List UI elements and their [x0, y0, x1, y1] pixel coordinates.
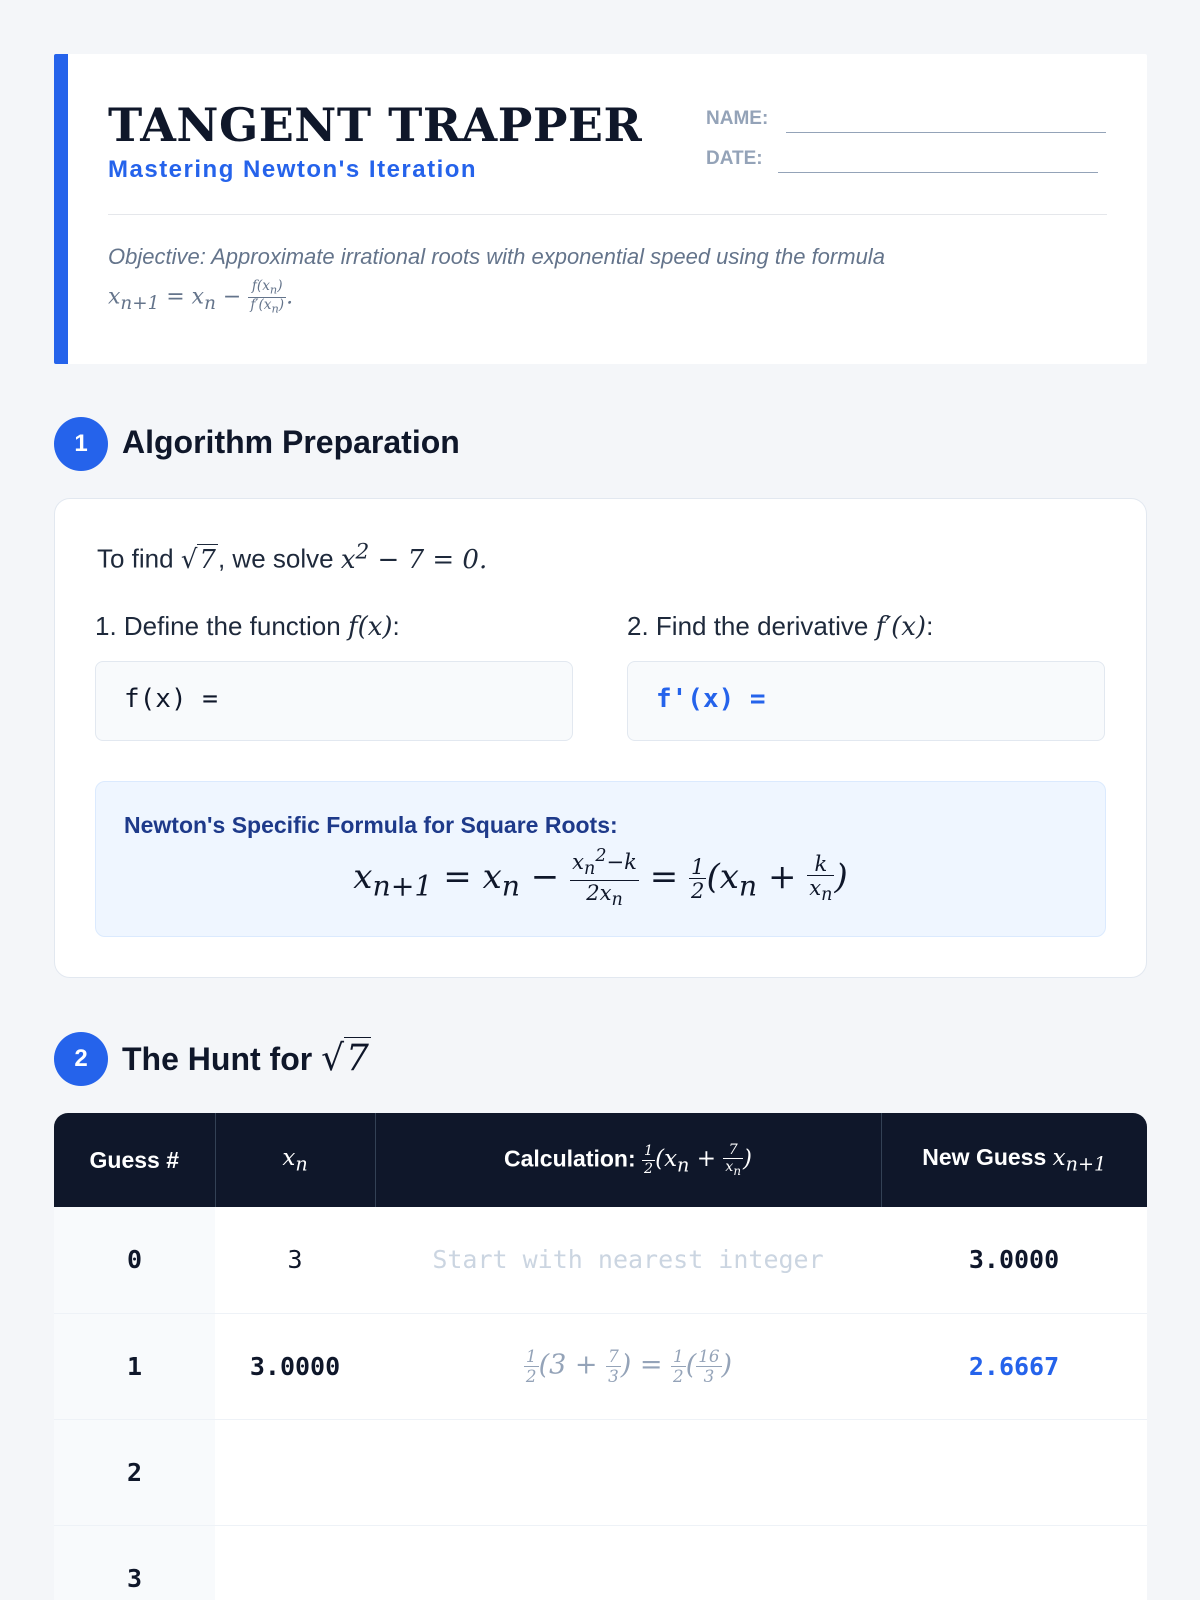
header-divider: [108, 214, 1107, 215]
xn-cell: 3.0000: [215, 1313, 375, 1419]
name-label: NAME:: [706, 108, 769, 129]
date-field[interactable]: [778, 172, 1098, 173]
guess-number: 1: [54, 1313, 215, 1419]
date-label: DATE:: [706, 148, 763, 169]
new-guess-cell: 3.0000: [881, 1207, 1147, 1313]
xn-cell: 3: [215, 1207, 375, 1313]
table-row: [54, 1313, 1147, 1419]
table-row: [54, 1207, 1147, 1313]
objective-text: Objective: Approximate irrational roots with exponential speed using the formula: [108, 244, 885, 269]
step-2-label: 2. Find the derivative f′(x):: [627, 611, 934, 642]
newton-formula-box: [95, 781, 1106, 937]
header-card: [54, 54, 1147, 364]
derivative-prefix: f'(x) =: [656, 684, 766, 714]
step-1-label: 1. Define the function f(x):: [95, 611, 400, 642]
header-calculation: Calculation: $\frac{1}{2}$ ($x_n$ + $\frac{7}{x_n}$ ): [375, 1113, 881, 1207]
function-input[interactable]: [95, 661, 573, 741]
worksheet-subtitle: Mastering Newton's Iteration: [108, 156, 478, 183]
algorithm-preparation-card: [54, 498, 1147, 978]
sqrt-seven: √7: [180, 544, 216, 575]
header-new-guess: New Guess $x_{n+1}$: [881, 1113, 1147, 1207]
guess-number: 3: [54, 1525, 215, 1600]
new-guess-cell[interactable]: [881, 1419, 1147, 1525]
table-row: [54, 1525, 1147, 1600]
function-prefix: f(x) =: [124, 684, 218, 714]
newton-square-root-formula: $x_{n+1} = x_n$ − $\frac{x_n^2-k}{2x_n}$ = $\frac{1}{2}$ ($x_n$ + $\frac{k}{x_n}$ ): [353, 846, 848, 910]
new-guess-cell[interactable]: [881, 1525, 1147, 1600]
xn-cell[interactable]: [215, 1419, 375, 1525]
name-field[interactable]: [786, 132, 1106, 133]
xn-cell[interactable]: [215, 1525, 375, 1600]
objective-formula: $x_{n+1} = x_n$ − $\frac{f(x_n)}{f'(x_n)}$ .: [108, 278, 294, 316]
section-1-badge: 1: [54, 417, 108, 471]
derivative-input[interactable]: [627, 661, 1105, 741]
calculation-cell[interactable]: [375, 1419, 881, 1525]
calculation-cell: $\frac{1}{2}$ (3 + $\frac{7}{3}$ ) = $\frac{1}{2}$ ( $\frac{16}{3}$ ): [375, 1313, 881, 1419]
section-1-title: Algorithm Preparation: [122, 424, 460, 460]
header-xn: $x_n$: [215, 1113, 375, 1207]
intro-text: To find √7, we solve $x^2 - 7 = 0$.: [97, 539, 488, 575]
calculation-cell: Start with nearest integer: [375, 1207, 881, 1313]
sqrt-seven-heading: √7: [321, 1038, 369, 1079]
section-2-title: The Hunt for √7: [122, 1038, 369, 1079]
new-guess-cell: 2.6667: [881, 1313, 1147, 1419]
worksheet-title: TANGENT TRAPPER: [108, 98, 643, 152]
guess-number: 2: [54, 1419, 215, 1525]
section-2-badge: 2: [54, 1032, 108, 1086]
header-guess: Guess #: [54, 1113, 215, 1207]
calculation-cell[interactable]: [375, 1525, 881, 1600]
iteration-table: [54, 1113, 1147, 1600]
table-row: [54, 1419, 1147, 1525]
formula-title: Newton's Specific Formula for Square Roots:: [124, 812, 618, 838]
guess-number: 0: [54, 1207, 215, 1313]
